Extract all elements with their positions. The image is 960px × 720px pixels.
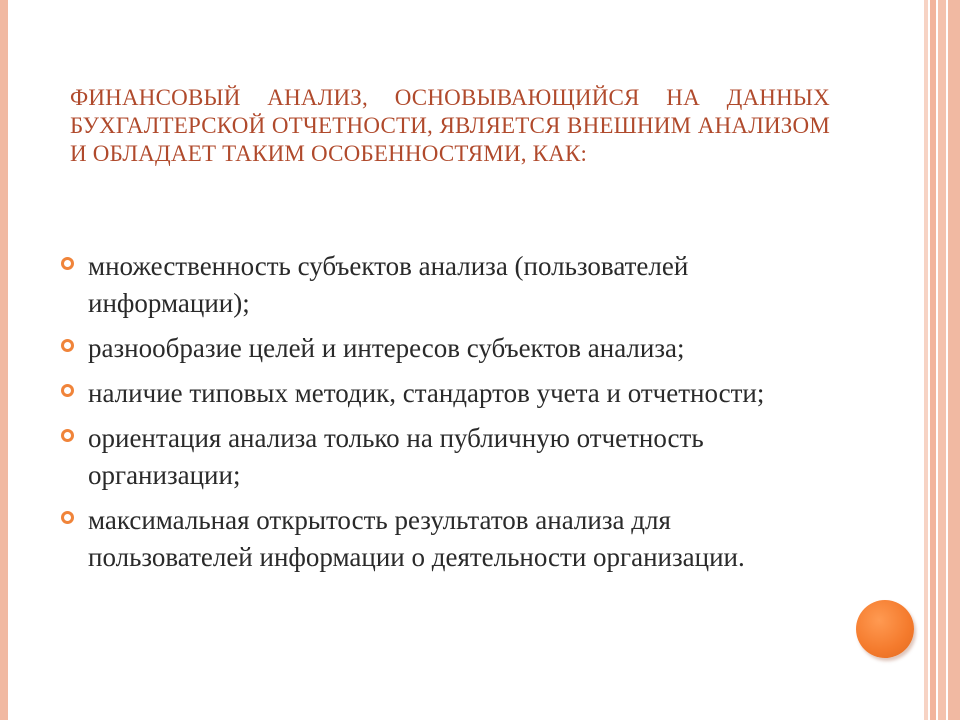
ring-bullet-icon <box>61 429 74 442</box>
bullet-item <box>58 248 828 322</box>
ring-bullet-icon <box>61 511 74 524</box>
bullet-text: ориентация анализа только на публичную отчетность организации; <box>88 423 704 490</box>
bullet-text: наличие типовых методик, стандартов учета и отчетности; <box>88 378 765 408</box>
decorative-circle-icon <box>856 600 914 658</box>
ring-bullet-icon <box>61 339 74 352</box>
bullet-text: множественность субъектов анализа (пользователей информации); <box>88 251 689 318</box>
right-border-stripes <box>924 0 960 720</box>
bullet-item <box>58 420 828 494</box>
left-border-stripe <box>0 0 8 720</box>
ring-bullet-icon <box>61 384 74 397</box>
bullet-item <box>58 375 828 412</box>
bullet-text: разнообразие целей и интересов субъектов анализа; <box>88 333 685 363</box>
bullet-list <box>58 248 828 584</box>
ring-bullet-icon <box>61 257 74 270</box>
bullet-item <box>58 502 828 576</box>
bullet-text: максимальная открытость результатов анализа для пользователей информации о деятельности организации. <box>88 505 745 572</box>
bullet-item <box>58 330 828 367</box>
slide-title: ФИНАНСОВЫЙ АНАЛИЗ, ОСНОВЫВАЮЩИЙСЯ НА ДАННЫХ БУХГАЛТЕРСКОЙ ОТЧЕТНОСТИ, ЯВЛЯЕТСЯ ВНЕШНИМ АНАЛИЗОМ И ОБЛАДАЕТ ТАКИМ ОСОБЕННОСТЯМИ, КАК: <box>70 85 830 166</box>
